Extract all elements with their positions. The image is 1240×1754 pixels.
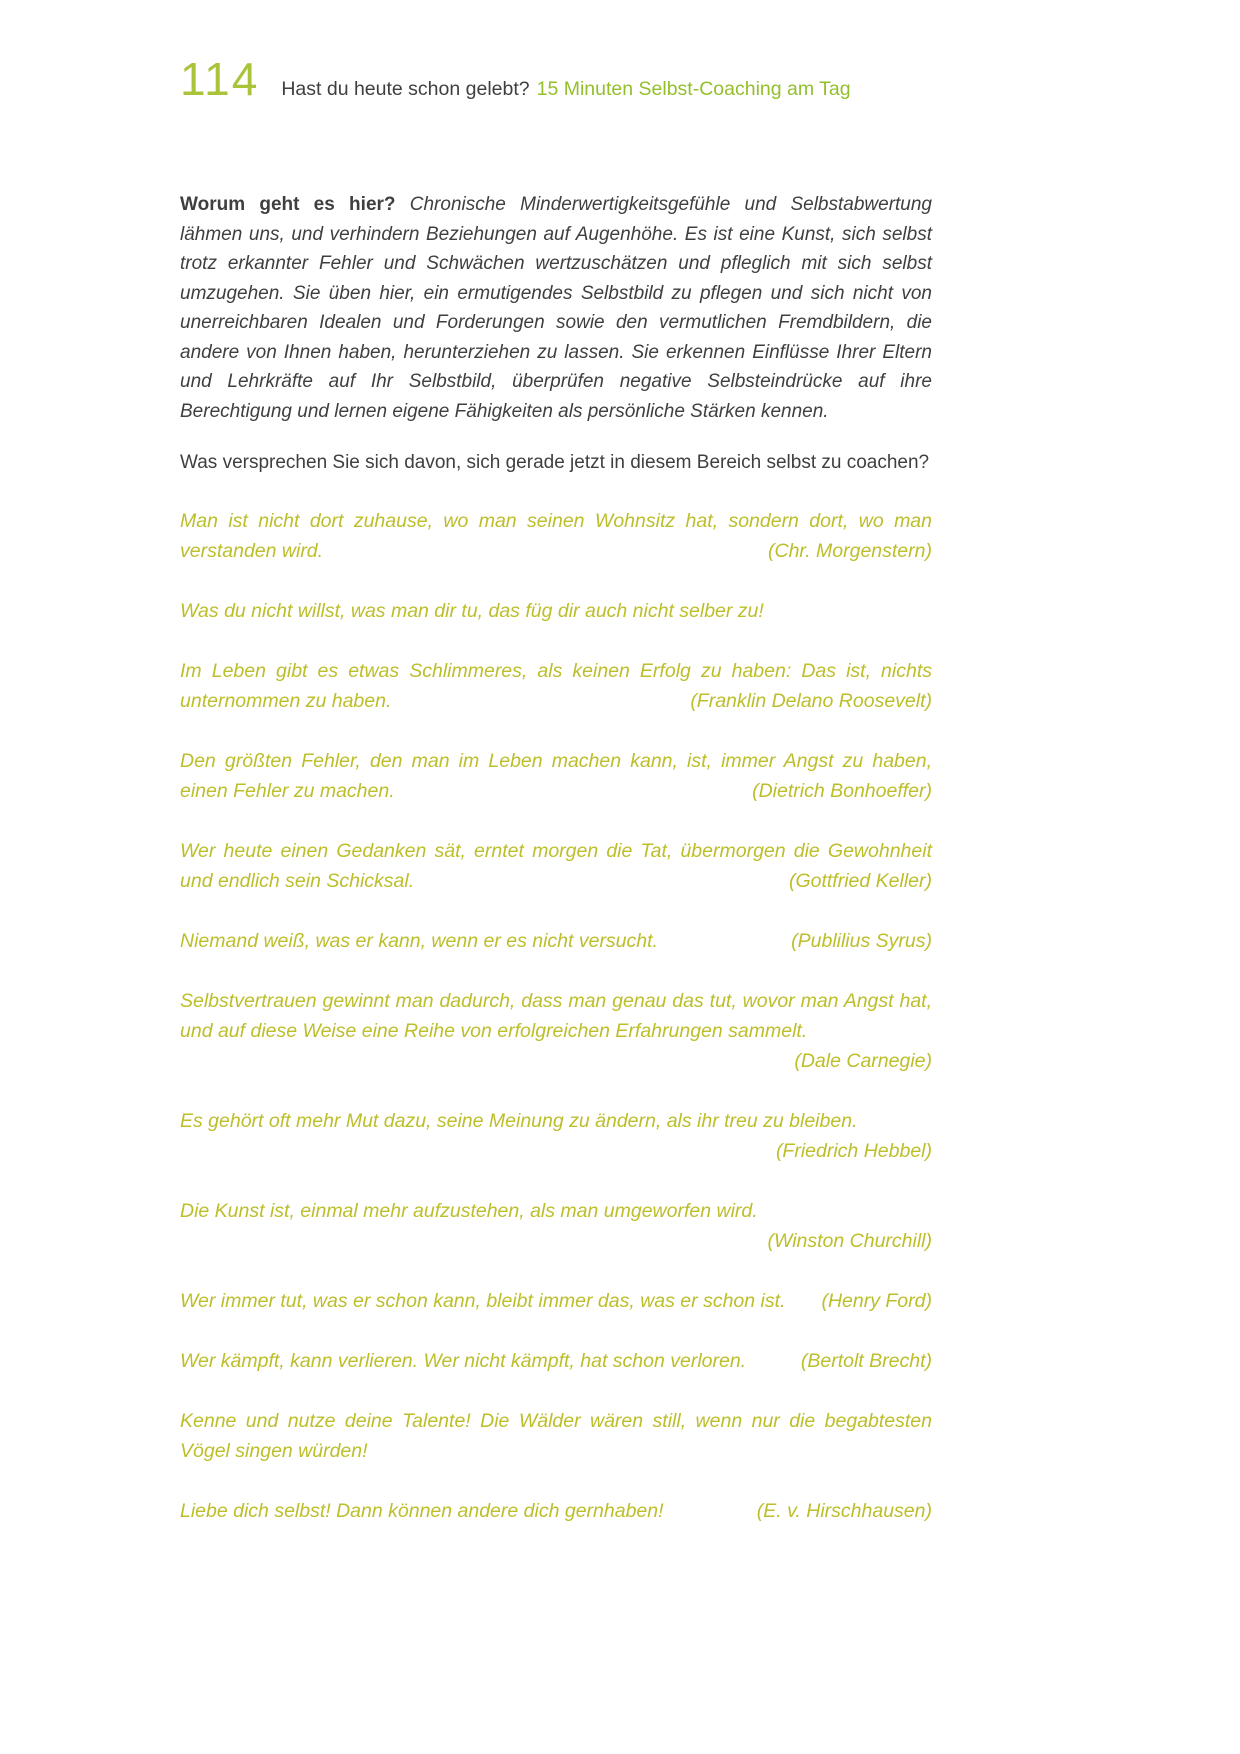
page-header [180,52,851,106]
quote [180,926,932,956]
question-text: Was versprechen Sie sich davon, sich gerade jetzt in diesem Bereich selbst zu coachen? [180,452,930,473]
quote-text: Liebe dich selbst! Dann können andere dich gernhaben! [180,1499,664,1522]
quote [180,1346,932,1376]
quote [180,986,932,1076]
quote [180,1106,932,1166]
quote-author: (Gottfried Keller) [788,869,932,892]
quote [180,596,932,626]
quotes-list [180,506,932,1526]
page-number: 114 [180,53,260,105]
quote [180,1286,932,1316]
running-head-title: Hast du heute schon gelebt? [281,78,530,100]
intro-body: Chronische Minderwertigkeitsgefühle und Selbstabwertung lähmen uns, und verhindern Beziehungen auf Augenhöhe. Es ist eine Kunst, sich selbst trotz erkannter Fehler und Schwächen wertzuschätzen und pfleglich mit sich selbst umzugehen. Sie üben hier, ein ermutigendes Selbstbild zu pflegen und sich nicht von unerreichbaren Idealen und Forderungen sowie den vermutlichen Fremdbildern, die andere von Ihnen haben, herunterziehen zu lassen. Sie erkennen Einflüsse Ihrer Eltern und Lehrkräfte auf Ihr Selbstbild, überprüfen negative Selbsteindrücke auf ihre Berechtigung und lernen eigene Fähigkeiten als persönliche Stärken kennen. [180,194,932,422]
quote-text: Man ist nicht dort zuhause, wo man seinen Wohnsitz hat, sondern dort, wo man verstanden wird. [180,509,932,562]
quote [180,656,932,716]
quote-text: Es gehört oft mehr Mut dazu, seine Meinung zu ändern, als ihr treu zu bleiben. [180,1109,858,1132]
quote-text: Selbstvertrauen gewinnt man dadurch, dass man genau das tut, wovor man Angst hat, und auf diese Weise eine Reihe von erfolgreichen Erfahrungen sammelt. [180,989,932,1042]
quote-text: Kenne und nutze deine Talente! Die Wälder wären still, wenn nur die begabtesten Vögel singen würden! [180,1409,932,1462]
quote-text: Im Leben gibt es etwas Schlimmeres, als keinen Erfolg zu haben: Das ist, nichts unternommen zu haben. [180,659,932,712]
intro-lead: Worum geht es hier? [180,194,396,215]
quote-text: Wer heute einen Gedanken sät, erntet morgen die Tat, übermorgen die Gewohnheit und endlich sein Schicksal. [180,839,932,892]
quote-author: (Franklin Delano Roosevelt) [690,689,932,712]
quote [180,1196,932,1256]
quote-author: (Henry Ford) [821,1289,932,1312]
quote-text: Was du nicht willst, was man dir tu, das füg dir auch nicht selber zu! [180,599,764,622]
quote-author: (Chr. Morgenstern) [768,539,932,562]
quote-author: (Winston Churchill) [767,1229,932,1252]
running-head-subtitle: 15 Minuten Selbst-Coaching am Tag [536,78,851,100]
quote [180,746,932,806]
quote-author: (E. v. Hirschhausen) [756,1499,932,1522]
intro-paragraph [180,190,932,426]
quote-author: (Dale Carnegie) [794,1049,932,1072]
quote-text: Wer kämpft, kann verlieren. Wer nicht kämpft, hat schon verloren. [180,1349,747,1372]
quote-text: Die Kunst ist, einmal mehr aufzustehen, als man umgeworfen wird. [180,1199,758,1222]
quote-author: (Publilius Syrus) [791,929,932,952]
quote [180,506,932,566]
quote-text: Niemand weiß, was er kann, wenn er es nicht versucht. [180,929,658,952]
quote-text: Wer immer tut, was er schon kann, bleibt immer das, was er schon ist. [180,1289,786,1312]
quote [180,836,932,896]
quote-author: (Friedrich Hebbel) [775,1139,932,1162]
page-content [180,190,932,1556]
quote [180,1496,932,1526]
quote-text: Den größten Fehler, den man im Leben machen kann, ist, immer Angst zu haben, einen Fehler zu machen. [180,749,932,802]
quote [180,1406,932,1466]
quote-author: (Dietrich Bonhoeffer) [752,779,932,802]
quote-author: (Bertolt Brecht) [800,1349,932,1372]
